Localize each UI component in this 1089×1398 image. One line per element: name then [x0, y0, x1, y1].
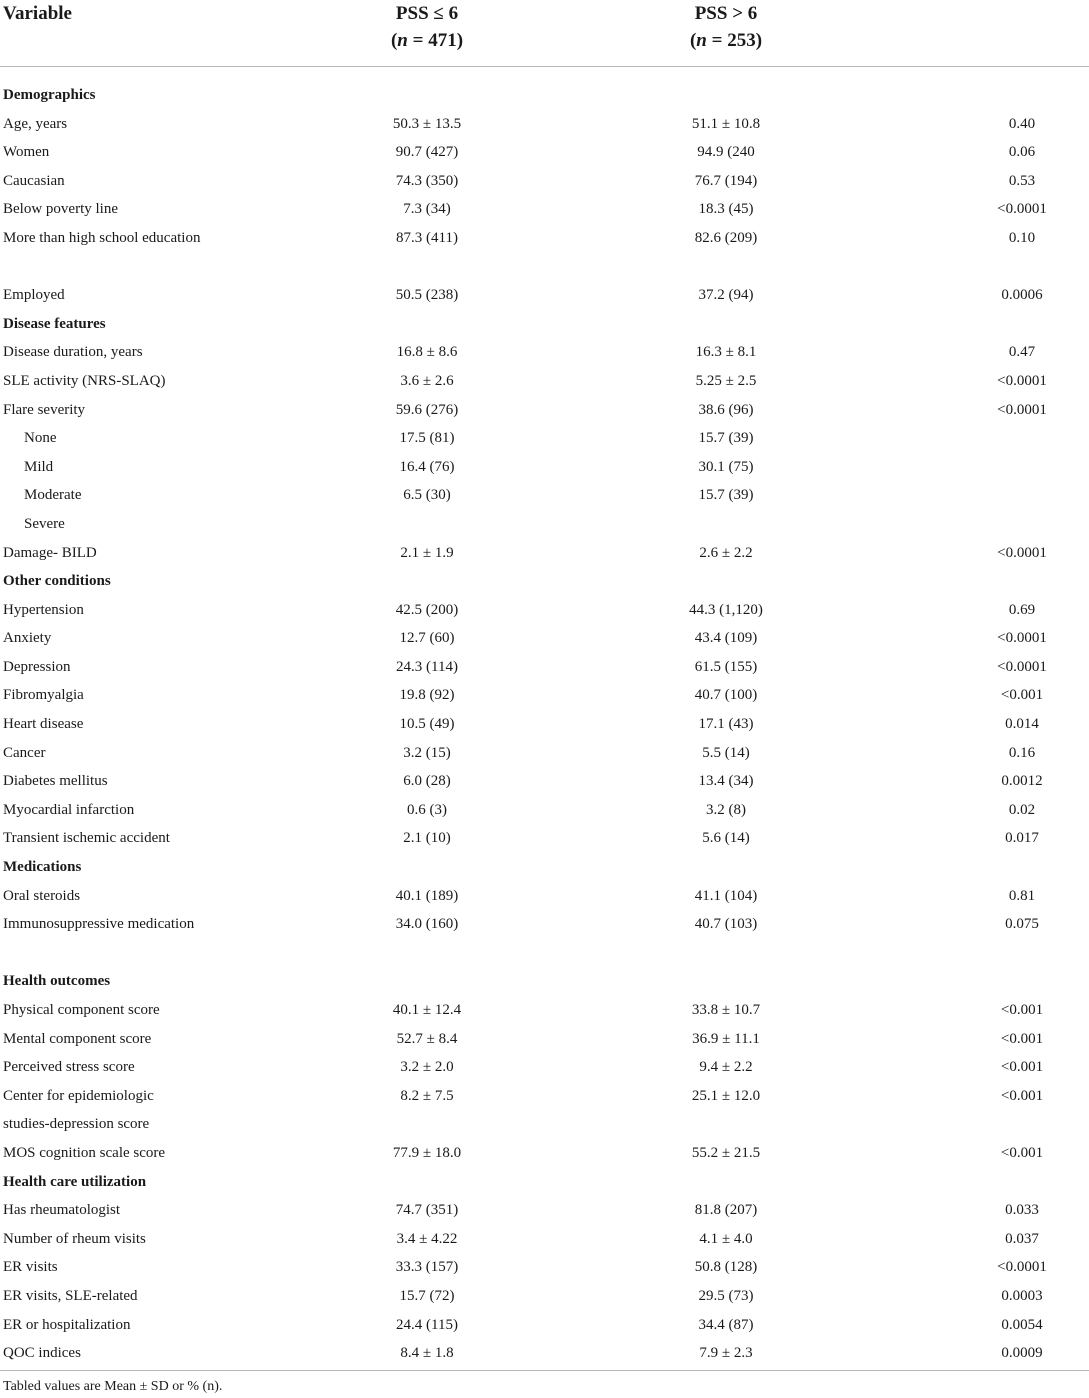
row-p-value: 0.40 — [1008, 115, 1036, 132]
row-label: Flare severity — [3, 401, 86, 418]
row-value-pss-low: 52.7 ± 8.4 — [396, 1030, 458, 1047]
row-value-pss-high: 40.7 (100) — [694, 687, 758, 704]
row-value-pss-high: 34.4 (87) — [698, 1316, 754, 1333]
row-value-pss-low: 8.4 ± 1.8 — [400, 1345, 454, 1362]
row-value-pss-high: 16.3 ± 8.1 — [695, 344, 757, 361]
table-row — [0, 735, 1089, 764]
header-group2-n: (n = 253) — [689, 30, 763, 51]
table-row — [0, 820, 1089, 849]
row-label: QOC indices — [3, 1345, 81, 1362]
row-value-pss-low: 6.0 (28) — [403, 773, 451, 790]
row-value-pss-low: 10.5 (49) — [399, 716, 455, 733]
table-row — [0, 392, 1089, 421]
row-value-pss-high: 94.9 (240 — [697, 144, 755, 161]
row-value-pss-low: 3.2 ± 2.0 — [400, 1059, 454, 1076]
row-value-pss-high: 43.4 (109) — [694, 630, 758, 647]
row-value-pss-low: 50.5 (238) — [395, 287, 459, 304]
row-label: Mild — [24, 458, 54, 475]
row-value-pss-high: 17.1 (43) — [698, 716, 754, 733]
row-value-pss-low: 77.9 ± 18.0 — [392, 1144, 462, 1161]
section-row — [0, 1164, 1089, 1193]
row-value-pss-high: 25.1 ± 12.0 — [691, 1087, 761, 1104]
row-p-value: 0.16 — [1008, 744, 1036, 761]
table-row — [0, 1307, 1089, 1336]
row-value-pss-high: 36.9 ± 11.1 — [692, 1030, 760, 1047]
row-p-value: 0.014 — [1005, 716, 1039, 733]
row-label: Age, years — [3, 115, 68, 132]
row-value-pss-high: 3.2 (8) — [706, 801, 746, 818]
row-p-value: 0.033 — [1005, 1202, 1039, 1219]
row-value-pss-high: 40.7 (103) — [694, 916, 758, 933]
row-p-value: <0.001 — [1000, 1059, 1044, 1076]
row-label: Medications — [3, 859, 82, 876]
table-row — [0, 506, 1089, 535]
row-value-pss-low: 40.1 (189) — [395, 887, 459, 904]
row-p-value: <0.001 — [1000, 1087, 1044, 1104]
row-label: Disease duration, years — [3, 344, 143, 361]
row-value-pss-low: 12.7 (60) — [399, 630, 455, 647]
row-p-value: 0.017 — [1005, 830, 1039, 847]
row-label: Number of rheum visits — [3, 1230, 146, 1247]
row-value-pss-high: 61.5 (155) — [694, 658, 758, 675]
row-p-value: 0.81 — [1008, 887, 1036, 904]
row-label: Mental component score — [3, 1030, 152, 1047]
row-value-pss-high: 15.7 (39) — [698, 430, 754, 447]
header-group1-n-symbol: n — [397, 30, 408, 51]
row-value-pss-low: 24.3 (114) — [396, 658, 458, 675]
row-value-pss-low: 42.5 (200) — [395, 601, 459, 618]
row-value-pss-low: 16.8 ± 8.6 — [396, 344, 458, 361]
row-p-value: <0.0001 — [997, 630, 1047, 647]
table-row — [0, 1335, 1089, 1364]
row-p-value: 0.037 — [1005, 1230, 1039, 1247]
row-label: Anxiety — [3, 630, 52, 647]
row-value-pss-high: 30.1 (75) — [698, 458, 754, 475]
row-value-pss-low: 40.1 ± 12.4 — [392, 1002, 462, 1018]
row-label: ER visits, SLE-related — [3, 1287, 138, 1304]
table-row — [0, 677, 1089, 706]
header-variable: Variable — [3, 3, 72, 24]
table-row — [0, 191, 1089, 220]
table-row — [0, 906, 1089, 963]
row-label: None — [24, 430, 57, 447]
row-p-value: <0.0001 — [997, 1259, 1047, 1276]
row-p-value: 0.075 — [1005, 916, 1039, 933]
table-row — [0, 163, 1089, 192]
row-p-value: <0.0001 — [997, 201, 1047, 218]
row-label: SLE activity (NRS-SLAQ) — [3, 372, 166, 389]
row-label: MOS cognition scale score — [3, 1144, 166, 1161]
table-footnote: Tabled values are Mean ± SD or % (n). — [3, 1379, 223, 1394]
row-value-pss-high: 82.6 (209) — [694, 229, 758, 246]
table-row — [0, 1078, 1089, 1135]
row-label: ER visits — [3, 1259, 58, 1276]
header-group2-n-value: = 253) — [706, 30, 763, 51]
header-group2 — [576, 0, 876, 54]
row-label: Women — [3, 144, 50, 161]
table-row — [0, 134, 1089, 163]
table-row — [0, 1192, 1089, 1221]
table-row — [0, 420, 1089, 449]
table-row — [0, 763, 1089, 792]
row-value-pss-low: 3.2 (15) — [403, 744, 451, 761]
table-row — [0, 535, 1089, 564]
row-value-pss-high: 5.25 ± 2.5 — [695, 372, 757, 389]
row-value-pss-low: 19.8 (92) — [399, 687, 455, 704]
row-value-pss-high: 7.9 ± 2.3 — [699, 1345, 753, 1362]
row-p-value: 0.06 — [1008, 144, 1036, 161]
row-label: Cancer — [3, 744, 46, 761]
header-group1-n-value: = 471) — [407, 30, 464, 51]
row-label: Fibromyalgia — [3, 687, 84, 704]
row-p-value: <0.001 — [1000, 1002, 1044, 1018]
row-label: Severe — [24, 515, 65, 532]
row-value-pss-low: 33.3 (157) — [395, 1259, 459, 1276]
row-value-pss-low: 3.6 ± 2.6 — [400, 372, 454, 389]
row-label: Health care utilization — [3, 1173, 147, 1190]
table-row — [0, 277, 1089, 306]
row-p-value: 0.53 — [1008, 172, 1036, 189]
row-value-pss-low: 0.6 (3) — [407, 801, 447, 818]
row-label: Moderate — [24, 487, 82, 504]
row-value-pss-high: 13.4 (34) — [698, 773, 754, 790]
row-label: Hypertension — [3, 601, 84, 618]
row-value-pss-low: 2.1 ± 1.9 — [400, 544, 454, 561]
row-label: Damage- BILD — [3, 544, 97, 561]
row-label: Below poverty line — [3, 201, 118, 218]
row-p-value: 0.02 — [1008, 801, 1036, 818]
row-label: Diabetes mellitus — [3, 773, 108, 790]
row-value-pss-high: 51.1 ± 10.8 — [691, 115, 761, 132]
row-value-pss-low: 24.4 (115) — [396, 1316, 458, 1333]
section-row — [0, 963, 1089, 992]
table-row — [0, 1249, 1089, 1278]
row-value-pss-low: 17.5 (81) — [399, 430, 455, 447]
table-row — [0, 1278, 1089, 1307]
row-label: Caucasian — [3, 172, 65, 189]
row-label: Disease features — [3, 315, 106, 332]
row-value-pss-high: 18.3 (45) — [698, 201, 754, 218]
row-label: Heart disease — [3, 716, 84, 733]
row-value-pss-low: 2.1 (10) — [403, 830, 451, 847]
row-p-value: 0.47 — [1008, 344, 1036, 361]
table-row — [0, 477, 1089, 506]
section-row — [0, 306, 1089, 335]
row-value-pss-low: 3.4 ± 4.22 — [396, 1230, 458, 1247]
row-value-pss-low: 74.7 (351) — [395, 1202, 459, 1219]
header-group1 — [277, 0, 577, 54]
row-value-pss-high: 15.7 (39) — [698, 487, 754, 504]
table-row — [0, 334, 1089, 363]
row-value-pss-low: 6.5 (30) — [403, 487, 451, 504]
row-label: Other conditions — [3, 573, 111, 590]
row-p-value: 0.69 — [1008, 601, 1036, 618]
row-value-pss-low: 59.6 (276) — [395, 401, 459, 418]
row-label: Has rheumatologist — [3, 1202, 121, 1219]
table-body — [0, 77, 1089, 1364]
row-p-value: <0.0001 — [997, 401, 1047, 418]
row-label: Depression — [3, 658, 71, 675]
header-group2-title: PSS > 6 — [694, 3, 758, 24]
table-bottom-rule — [0, 1370, 1089, 1371]
row-label: Employed — [3, 287, 65, 304]
row-label: Center for epidemiologic studies-depression score — [3, 1087, 154, 1132]
row-label: Myocardial infarction — [3, 801, 135, 818]
header-group1-title: PSS ≤ 6 — [395, 3, 459, 24]
table-row — [0, 1021, 1089, 1050]
row-value-pss-high: 38.6 (96) — [698, 401, 754, 418]
table-row — [0, 1135, 1089, 1164]
row-value-pss-high: 29.5 (73) — [698, 1287, 754, 1304]
table-row — [0, 620, 1089, 649]
row-value-pss-high: 55.2 ± 21.5 — [691, 1144, 761, 1161]
table-row — [0, 706, 1089, 735]
table-header — [0, 0, 1089, 67]
row-value-pss-low: 16.4 (76) — [399, 458, 455, 475]
table-row — [0, 992, 1089, 1021]
table-row — [0, 220, 1089, 277]
table-row — [0, 878, 1089, 907]
row-value-pss-high: 81.8 (207) — [694, 1202, 758, 1219]
row-value-pss-low: 7.3 (34) — [403, 201, 451, 218]
row-label: Health outcomes — [3, 973, 111, 990]
row-p-value: 0.0054 — [1001, 1316, 1043, 1333]
row-value-pss-low: 74.3 (350) — [395, 172, 459, 189]
section-row — [0, 77, 1089, 106]
row-value-pss-low: 8.2 ± 7.5 — [400, 1087, 454, 1104]
row-label: Demographics — [3, 87, 96, 103]
row-p-value: 0.10 — [1008, 229, 1036, 246]
row-value-pss-low: 34.0 (160) — [395, 916, 459, 933]
table-row — [0, 106, 1089, 135]
row-value-pss-high: 33.8 ± 10.7 — [691, 1002, 761, 1018]
table-row — [0, 592, 1089, 621]
row-value-pss-high: 9.4 ± 2.2 — [699, 1059, 753, 1076]
row-p-value: 0.0012 — [1001, 773, 1043, 790]
table-row — [0, 363, 1089, 392]
header-group1-n: (n = 471) — [390, 30, 464, 51]
row-value-pss-high: 76.7 (194) — [694, 172, 758, 189]
row-value-pss-low: 15.7 (72) — [399, 1287, 455, 1304]
row-value-pss-high: 37.2 (94) — [698, 287, 754, 304]
row-p-value: 0.0009 — [1001, 1345, 1043, 1362]
row-p-value: 0.0003 — [1001, 1287, 1043, 1304]
section-row — [0, 563, 1089, 592]
row-label: Immunosuppressive medication — [3, 916, 195, 933]
row-label: Perceived stress score — [3, 1059, 135, 1076]
row-value-pss-low: 90.7 (427) — [395, 144, 459, 161]
row-value-pss-high: 41.1 (104) — [694, 887, 758, 904]
header-group2-n-symbol: n — [696, 30, 707, 51]
row-label: ER or hospitalization — [3, 1316, 131, 1333]
row-p-value: <0.001 — [1000, 1030, 1044, 1047]
table-row — [0, 792, 1089, 821]
row-p-value: <0.0001 — [997, 658, 1047, 675]
table-row — [0, 449, 1089, 478]
row-p-value: <0.0001 — [997, 544, 1047, 561]
row-p-value: <0.001 — [1000, 1144, 1044, 1161]
row-value-pss-low: 87.3 (411) — [396, 229, 458, 246]
row-p-value: <0.001 — [1000, 687, 1044, 704]
row-label: More than high school education — [3, 229, 201, 246]
row-p-value: 0.0006 — [1001, 287, 1043, 304]
row-label: Transient ischemic accident — [3, 830, 170, 847]
row-value-pss-high: 2.6 ± 2.2 — [699, 544, 753, 561]
row-value-pss-high: 5.5 (14) — [702, 744, 750, 761]
row-p-value: <0.0001 — [997, 372, 1047, 389]
row-label: Oral steroids — [3, 887, 81, 904]
row-value-pss-low: 50.3 ± 13.5 — [392, 115, 462, 132]
row-value-pss-high: 44.3 (1,120) — [689, 601, 763, 618]
row-value-pss-high: 50.8 (128) — [694, 1259, 758, 1276]
row-label: Physical component score — [3, 1002, 160, 1018]
table-row — [0, 1221, 1089, 1250]
section-row — [0, 849, 1089, 878]
table-row — [0, 649, 1089, 678]
table-row — [0, 1049, 1089, 1078]
row-value-pss-high: 4.1 ± 4.0 — [699, 1230, 753, 1247]
row-value-pss-high: 5.6 (14) — [702, 830, 750, 847]
